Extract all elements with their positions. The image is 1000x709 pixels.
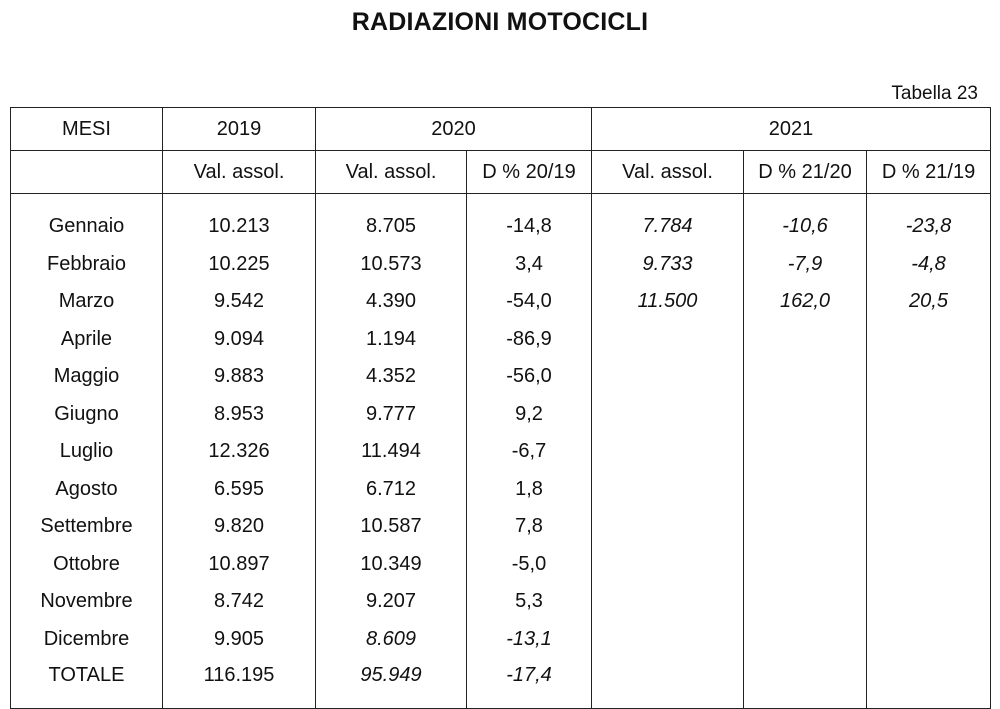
cell-d-20-19: -13,1 [467,621,592,659]
cell-d-21-20 [744,396,867,434]
table-row [11,583,991,621]
cell-val-2019: 8.953 [163,396,316,434]
cell-d-21-20 [744,621,867,659]
cell-d-21-19 [867,508,991,546]
table-row [11,246,991,284]
header-year-2019: 2019 [163,108,316,151]
cell-val-2021 [592,321,744,359]
table-row [11,546,991,584]
cell-val-2021: 7.784 [592,208,744,246]
cell-d-21-20 [744,358,867,396]
cell-d-20-19: -56,0 [467,358,592,396]
cell-val-2020: 9.777 [316,396,467,434]
cell-d-21-20 [744,583,867,621]
cell-d-20-19: 9,2 [467,396,592,434]
cell-mese: Giugno [11,396,163,434]
cell-d-21-20 [744,508,867,546]
cell-d-20-19: 7,8 [467,508,592,546]
cell-mese: Aprile [11,321,163,359]
cell-d-21-19: -4,8 [867,246,991,284]
cell-val-2019: 9.820 [163,508,316,546]
cell-val-2019: 10.213 [163,208,316,246]
cell-val-2021 [592,583,744,621]
table-header [11,108,991,194]
table-number-label: Tabella 23 [891,83,978,104]
page-title: RADIAZIONI MOTOCICLI [351,8,649,36]
cell-d-21-19 [867,471,991,509]
cell-val-2021 [592,358,744,396]
totale-row [11,658,991,709]
cell-totale-d-21-19 [867,658,991,709]
header-empty-cell [11,151,163,194]
cell-val-2021 [592,396,744,434]
cell-val-2020: 8.705 [316,208,467,246]
cell-val-2019: 6.595 [163,471,316,509]
cell-d-20-19: 5,3 [467,583,592,621]
header-d-21-19: D % 21/19 [867,151,991,194]
cell-val-2021 [592,621,744,659]
table-row [11,508,991,546]
cell-totale-d-21-20 [744,658,867,709]
cell-d-20-19: -5,0 [467,546,592,584]
cell-d-21-20 [744,471,867,509]
cell-val-2020: 6.712 [316,471,467,509]
header-d-20-19: D % 20/19 [467,151,592,194]
table-row [11,396,991,434]
spacer-row [11,194,991,209]
cell-d-21-19 [867,621,991,659]
cell-totale-label: TOTALE [11,658,163,709]
cell-d-21-19: -23,8 [867,208,991,246]
cell-d-21-19 [867,358,991,396]
cell-d-21-19 [867,396,991,434]
header-row-measures [11,151,991,194]
cell-mese: Dicembre [11,621,163,659]
table-row [11,283,991,321]
cell-val-2021 [592,471,744,509]
cell-mese: Marzo [11,283,163,321]
cell-val-2021 [592,546,744,584]
cell-val-2021: 9.733 [592,246,744,284]
header-year-2021: 2021 [592,108,991,151]
table-row [11,208,991,246]
cell-d-21-19 [867,546,991,584]
cell-val-2020: 10.573 [316,246,467,284]
cell-mese: Maggio [11,358,163,396]
cell-val-2020: 9.207 [316,583,467,621]
cell-val-2019: 9.905 [163,621,316,659]
radiazioni-table [10,107,991,709]
cell-val-2019: 9.094 [163,321,316,359]
table-row [11,433,991,471]
cell-val-2021 [592,508,744,546]
cell-d-21-19 [867,583,991,621]
cell-d-21-20 [744,433,867,471]
cell-d-20-19: -14,8 [467,208,592,246]
table-row [11,321,991,359]
table-row [11,358,991,396]
header-val-2019: Val. assol. [163,151,316,194]
cell-val-2019: 12.326 [163,433,316,471]
cell-d-21-20: -10,6 [744,208,867,246]
cell-d-20-19: -6,7 [467,433,592,471]
cell-mese: Agosto [11,471,163,509]
header-year-2020: 2020 [316,108,592,151]
cell-val-2019: 10.225 [163,246,316,284]
cell-val-2019: 10.897 [163,546,316,584]
cell-val-2020: 10.587 [316,508,467,546]
cell-d-21-20: 162,0 [744,283,867,321]
cell-val-2020: 4.352 [316,358,467,396]
header-val-2021: Val. assol. [592,151,744,194]
cell-val-2019: 9.542 [163,283,316,321]
cell-val-2020: 4.390 [316,283,467,321]
cell-mese: Luglio [11,433,163,471]
cell-val-2020: 1.194 [316,321,467,359]
cell-mese: Settembre [11,508,163,546]
cell-totale-d-20-19: -17,4 [467,658,592,709]
cell-totale-val-2021 [592,658,744,709]
cell-d-21-19 [867,321,991,359]
cell-d-20-19: -86,9 [467,321,592,359]
cell-d-21-19 [867,433,991,471]
cell-val-2020: 10.349 [316,546,467,584]
cell-d-20-19: -54,0 [467,283,592,321]
cell-val-2021 [592,433,744,471]
cell-d-21-20 [744,546,867,584]
cell-mese: Novembre [11,583,163,621]
table-body [11,194,991,709]
cell-val-2021: 11.500 [592,283,744,321]
header-d-21-20: D % 21/20 [744,151,867,194]
header-mesi: MESI [11,108,163,151]
cell-totale-2019: 116.195 [163,658,316,709]
cell-val-2019: 8.742 [163,583,316,621]
cell-totale-2020: 95.949 [316,658,467,709]
cell-mese: Ottobre [11,546,163,584]
cell-val-2020: 8.609 [316,621,467,659]
header-val-2020: Val. assol. [316,151,467,194]
table-row [11,471,991,509]
cell-d-20-19: 3,4 [467,246,592,284]
table-row [11,621,991,659]
cell-mese: Febbraio [11,246,163,284]
cell-val-2020: 11.494 [316,433,467,471]
cell-d-21-19: 20,5 [867,283,991,321]
cell-mese: Gennaio [11,208,163,246]
cell-d-21-20 [744,321,867,359]
header-row-years [11,108,991,151]
cell-d-21-20: -7,9 [744,246,867,284]
cell-val-2019: 9.883 [163,358,316,396]
cell-d-20-19: 1,8 [467,471,592,509]
